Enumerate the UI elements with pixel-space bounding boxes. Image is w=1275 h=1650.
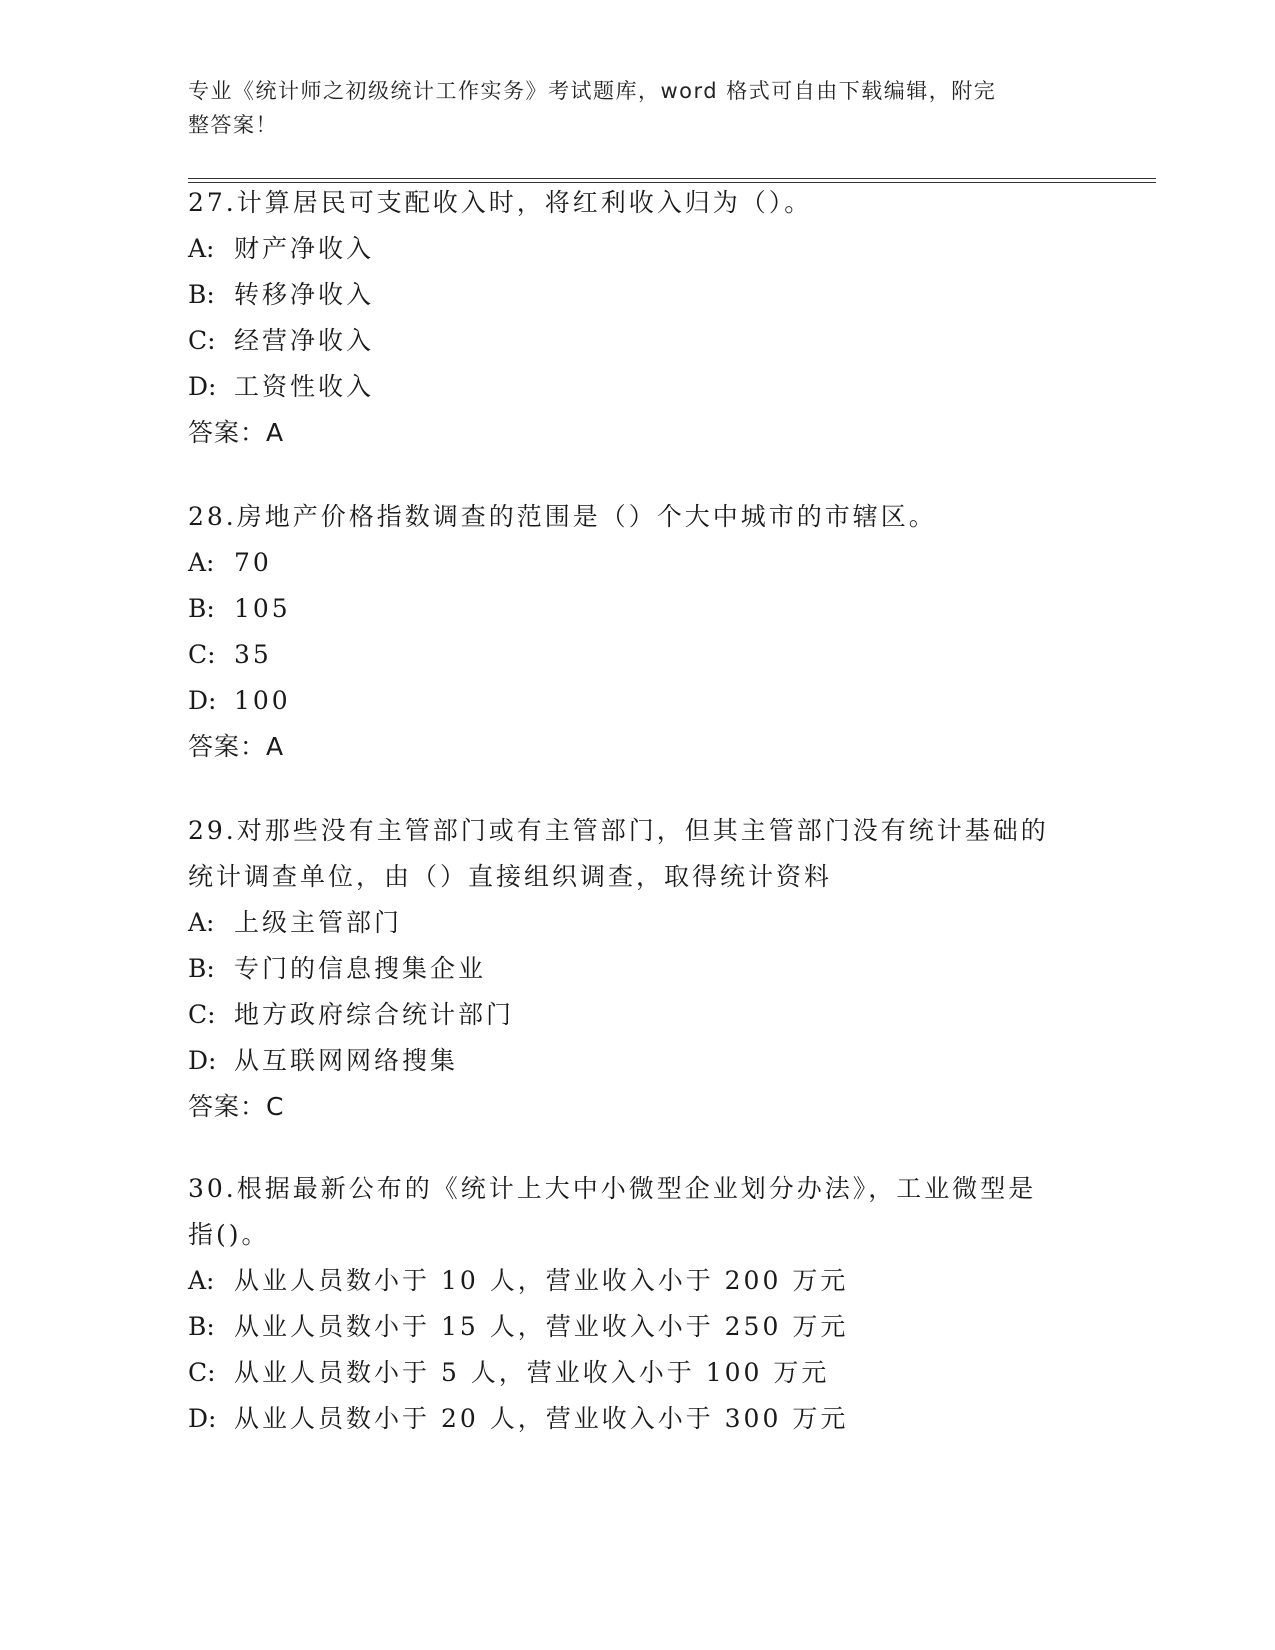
option-letter: D: — [188, 372, 217, 401]
option-letter: B: — [188, 280, 215, 309]
option-text: 经营净收入 — [234, 326, 375, 355]
question-stem: 27.计算居民可支配收入时，将红利收入归为（）。 — [188, 188, 813, 217]
option-letter: B: — [188, 954, 215, 983]
option-letter: D: — [188, 1046, 217, 1075]
option-d — [188, 1038, 1068, 1084]
option-d — [188, 1396, 1068, 1442]
option-text: 35 — [234, 640, 272, 669]
option-b — [188, 586, 1068, 632]
option-a — [188, 1258, 1068, 1304]
option-text: 从业人员数小于 10 人，营业收入小于 200 万元 — [234, 1266, 849, 1295]
option-text: 转移净收入 — [234, 280, 375, 309]
option-text: 上级主管部门 — [234, 908, 403, 937]
header-line-2: 整答案！ — [188, 113, 278, 137]
question-stem: 28.房地产价格指数调查的范围是（）个大中城市的市辖区。 — [188, 502, 937, 531]
option-letter: C: — [188, 640, 216, 669]
question-28 — [188, 494, 1068, 770]
option-letter: B: — [188, 594, 215, 623]
option-c — [188, 1350, 1068, 1396]
option-letter: A: — [188, 548, 215, 577]
option-b — [188, 272, 1068, 318]
option-a — [188, 540, 1068, 586]
question-stem-line-2: 指()。 — [188, 1220, 270, 1249]
option-text: 地方政府综合统计部门 — [234, 1000, 515, 1029]
option-letter: D: — [188, 686, 217, 715]
option-text: 100 — [234, 686, 291, 715]
option-text: 工资性收入 — [234, 372, 375, 401]
header-divider-top — [188, 178, 1156, 179]
option-c — [188, 992, 1068, 1038]
question-27 — [188, 180, 1068, 456]
option-letter: A: — [188, 234, 215, 263]
document-header — [188, 74, 1068, 142]
question-stem-line-2: 统计调查单位，由（）直接组织调查，取得统计资料 — [188, 862, 833, 891]
question-30 — [188, 1166, 1068, 1442]
option-c — [188, 318, 1068, 364]
option-letter: A: — [188, 1266, 215, 1295]
option-b — [188, 946, 1068, 992]
option-letter: D: — [188, 1404, 217, 1433]
option-a — [188, 900, 1068, 946]
option-text: 105 — [234, 594, 291, 623]
option-letter: A: — [188, 908, 215, 937]
option-c — [188, 632, 1068, 678]
option-letter: C: — [188, 1358, 216, 1387]
option-d — [188, 678, 1068, 724]
option-text: 70 — [234, 548, 272, 577]
option-d — [188, 364, 1068, 410]
option-text: 财产净收入 — [234, 234, 375, 263]
answer-line: 答案：A — [188, 732, 285, 761]
option-text: 从业人员数小于 15 人，营业收入小于 250 万元 — [234, 1312, 849, 1341]
option-b — [188, 1304, 1068, 1350]
header-line-1: 专业《统计师之初级统计工作实务》考试题库，word 格式可自由下载编辑，附完 — [188, 79, 997, 103]
answer-line: 答案：C — [188, 1092, 285, 1121]
option-letter: C: — [188, 1000, 216, 1029]
option-text: 从互联网网络搜集 — [234, 1046, 459, 1075]
option-text: 从业人员数小于 20 人，营业收入小于 300 万元 — [234, 1404, 849, 1433]
option-a — [188, 226, 1068, 272]
option-text: 从业人员数小于 5 人，营业收入小于 100 万元 — [234, 1358, 830, 1387]
answer-line: 答案：A — [188, 418, 285, 447]
option-text: 专门的信息搜集企业 — [234, 954, 487, 983]
question-29 — [188, 808, 1068, 1130]
option-letter: B: — [188, 1312, 215, 1341]
question-stem-line-1: 29.对那些没有主管部门或有主管部门，但其主管部门没有统计基础的 — [188, 816, 1049, 845]
question-stem-line-1: 30.根据最新公布的《统计上大中小微型企业划分办法》，工业微型是 — [188, 1174, 1037, 1203]
option-letter: C: — [188, 326, 216, 355]
